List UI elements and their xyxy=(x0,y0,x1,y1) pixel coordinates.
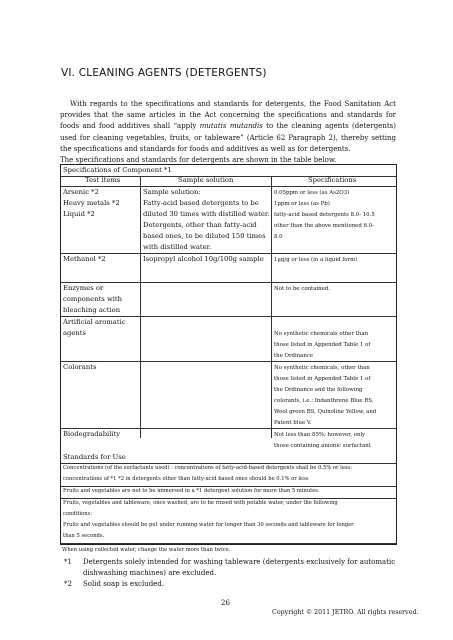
intro-paragraph-1: With regards to the specifications and standards for detergents, the Food Sanitation Act provides that the same articles in the Act concerning the specifications and standards for foods and food additives shall “apply mutatis mutandis to the cleaning agents (detergents) used for cleaning vegetables, fruits, or tableware” (Article 62 Paragraph 2), thereby setting the specifications and standards for foods and additives as well as for detergents. xyxy=(60,100,396,153)
column-header-test-items: Test items xyxy=(85,176,121,184)
table-caption: Specifications of Component *1 xyxy=(63,165,172,174)
use-row-collected-water-text: When using collected water, change the water more than twice. xyxy=(62,547,231,553)
specifications-table: Specifications of Component *1 Test items Sample solution Specifications Arsenic *2 Heavy metals *2 Liquid *2 Sample solution: Fatty-acid based detergents to be diluted 30 times with distilled water. Detergents, other than fatty-acid based ones, to be diluted 150 times with distilled water. 0.05ppm or less (as As2O3) 1ppm or less (as Pb) fatty-acid based detergents 8.0- 10.5 other than the above mentioned 6.0- 8.0 Methanol *2 Isopropyl alcohol 10g/100g sample 1μg/g or less (in a liquid form) Enzymes or components with bleaching action Not to be contained. Artificial aromatic agents No synthetic chemicals other than those listed in Appended Table 1 of the Ordinance Colorants No synthetic chemicals, other than those listed in Appended Table 1 of the Ordinance and the following colorants, i.e.: Indanthrene Blue RS, Wool green BS, Quinoline Yellow, and Patent blue V. Biodegradability Not less than 85%; however, only those containing anionic surfactant Standards for Use Concentrations (of the surfactants used) : concentrations of fatty-acid-based detergents shall be 0.5% or less; concentrations of *1 *2 in detergents other than fatty-acid based ones should be 0.1% or less Fruits and vegetables are not to be immersed in a *1 detergent solution for more than 5 minutes. Fruits, vegetables and tableware, once washed, are to be rinsed with potable water, under the following conditions: Fruits and vegetables should be put under running water for longer than 30 seconds and tableware for longer than 5 seconds. xyxy=(60,164,397,545)
intro-paragraph-2: The specifications and standards for detergents are shown in the table below. xyxy=(60,156,337,165)
section-heading: VI. CLEANING AGENTS (DETERGENTS) xyxy=(61,67,267,79)
page-number: 26 xyxy=(221,599,230,607)
standards-for-use-caption: Standards for Use xyxy=(63,453,126,461)
document-page: VI. CLEANING AGENTS (DETERGENTS) With regards to the specifications and standards for detergents, the Food Sanitation Act provides that the same articles in the Act concerning the specifications and standards for foods and food additives shall “apply mutatis mutandis to the cleaning agents (detergents) used for cleaning vegetables, fruits, or tableware” (Article 62 Paragraph 2), thereby setting the specifications and standards for foods and additives as well as for detergents. The specifications and standards for detergents are shown in the table below. Specifications of Component *1 Test items Sample solution Specifications Arsenic *2 Heavy metals *2 Liquid *2 Sample solution: Fatty-acid based detergents to be diluted 30 times with distilled water. Detergents, other than fatty-acid based ones, to be diluted 150 times with distilled water. 0.05ppm or less (as As2O3) 1ppm or less (as Pb) fatty-acid based detergents 8.0- 10.5 other than the above mentioned 6.0- 8.0 Methanol *2 Isopropyl alcohol 10g/100g sample 1μg/g or less (in a liquid form) Enzymes or components with bleaching action Not to be contained. Artificial aromatic agents No synthetic chemicals other than those listed in Appended Table 1 of the Ordinance Colorants No synthetic chemicals, other than those listed in Appended Table 1 of the Ordinance and the following colorants, i.e.: Indanthrene Blue RS, Wool green BS, Quinoline Yellow, and Patent blue V. Biodegradability Not less than 85%; however, only those containing anionic surfactant Standards for Use Concentrations (of the surfactants used) : concentrations of fatty-acid-based detergents shall be 0.5% or less; concentrations of *1 *2 in detergents other than fatty-acid based ones should be 0.1% or less Fruits and vegetables are not to be immersed in a *1 detergent solution for more than 5 minutes. Fruits, vegetables and tableware, once washed, are to be rinsed with potable water, under the following conditions: Fruits and vegetables should be put under running water for longer than 30 seconds and tableware for longer than 5 seconds. When using collected water, change the water more than twice. *1 Detergents solely intended for washing tableware (detergents exclusively for automatic dishwashing machines) are excluded. *2 Solid soap is excluded. 26 Copyright © 2011 JETRO. All rights reserved. xyxy=(60,67,419,616)
column-header-specifications: Specifications xyxy=(308,176,357,184)
intro-paragraph xyxy=(60,99,396,166)
column-header-sample-solution: Sample solution xyxy=(178,176,234,184)
copyright-notice: Copyright © 2011 JETRO. All rights reserved. xyxy=(272,609,419,616)
